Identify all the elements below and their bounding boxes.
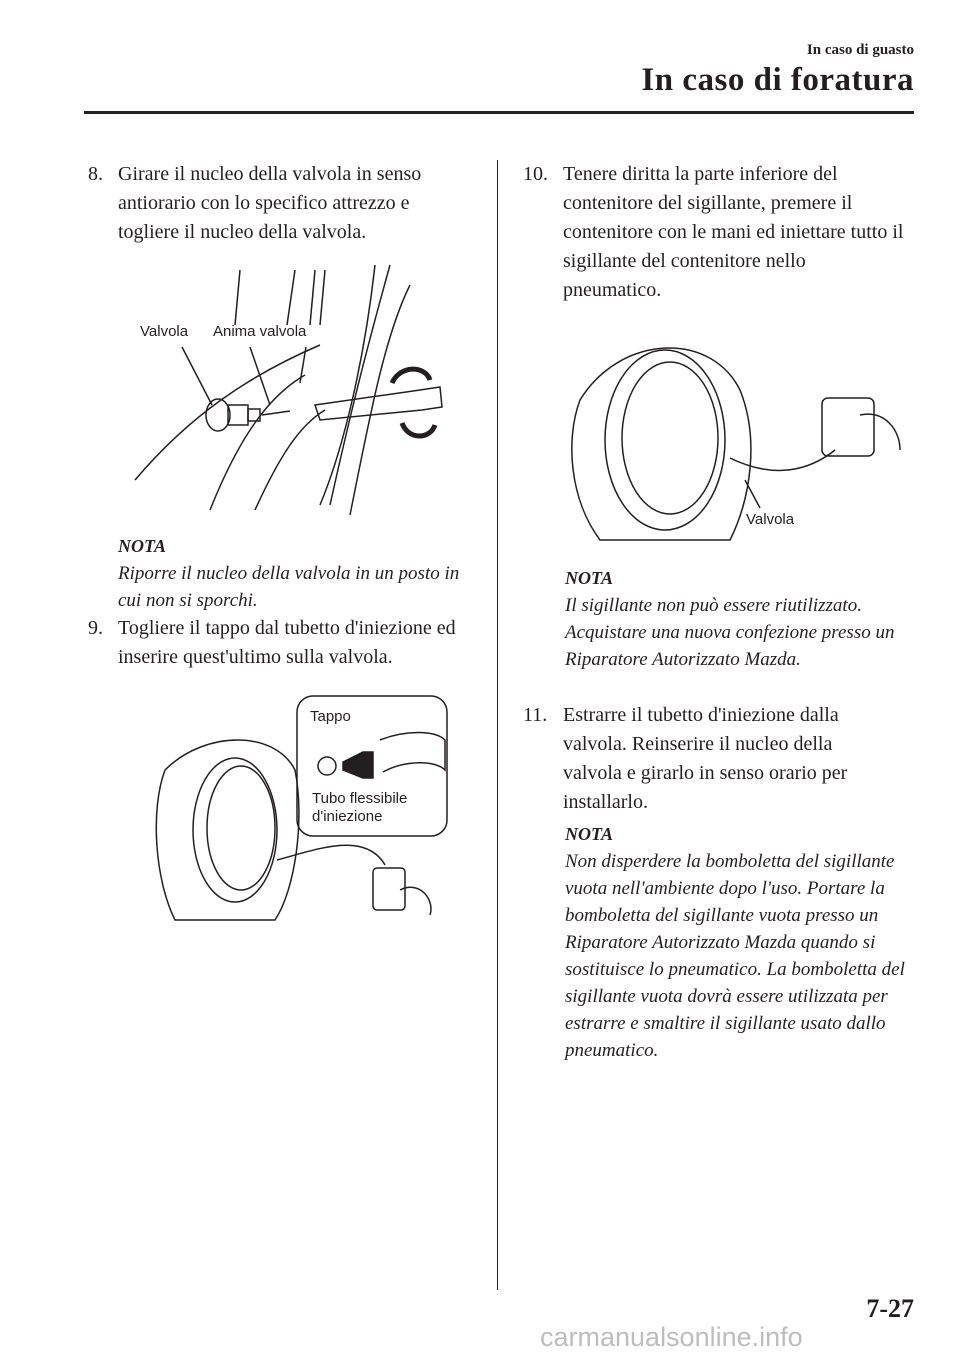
label-valve-core: Anima valvola bbox=[213, 323, 307, 340]
note-heading: NOTA bbox=[565, 568, 614, 588]
step-number: 8. bbox=[88, 163, 103, 185]
label-cap: Tappo bbox=[310, 708, 351, 725]
sealant-injection-illustration bbox=[560, 330, 910, 545]
step-10 bbox=[523, 160, 923, 310]
note-heading: NOTA bbox=[565, 824, 614, 844]
note-text: Non disperdere la bomboletta del sigillante vuota nell'ambiente dopo l'uso. Portare la bomboletta del sigillante vuota presso un Riparatore Autorizzato Mazda quando si sostituisce lo pneumatico. La bomboletta del sigillante vuota dovrà essere utilizzata per estrarre e smaltire il sigillante usato dallo pneumatico. bbox=[565, 851, 905, 1061]
step-text: Togliere il tappo dal tubetto d'iniezione ed inserire quest'ultimo sulla valvola. bbox=[118, 617, 456, 668]
watermark-link[interactable]: carmanualsonline.info bbox=[540, 1322, 803, 1352]
note-heading: NOTA bbox=[118, 536, 167, 556]
step-text: Estrarre il tubetto d'iniezione dalla valvola. Reinserire il nucleo della valvola e girarlo in senso orario per installarlo. bbox=[563, 704, 848, 813]
chapter-title: In caso di foratura bbox=[641, 62, 914, 98]
injection-hose-figure bbox=[145, 690, 460, 935]
step-11 bbox=[523, 701, 923, 821]
step-8 bbox=[88, 160, 478, 250]
injection-hose-illustration bbox=[145, 690, 460, 935]
step-text: Tenere diritta la parte inferiore del contenitore del sigillante, premere il contenitore con le mani ed iniettare tutto il sigillante del contenitore nello pneumatico. bbox=[563, 163, 904, 301]
page-number: 7-27 bbox=[866, 1294, 914, 1323]
valve-core-figure bbox=[130, 265, 470, 520]
label-valve: Valvola bbox=[140, 323, 189, 340]
note-text: Riporre il nucleo della valvola in un posto in cui non si sporchi. bbox=[118, 563, 460, 611]
step-number: 11. bbox=[523, 704, 548, 726]
step-9 bbox=[88, 614, 478, 674]
sealant-injection-figure bbox=[560, 330, 910, 545]
label-hose-line2: d'iniezione bbox=[312, 808, 383, 825]
section-title: In caso di guasto bbox=[806, 42, 914, 58]
label-valve: Valvola bbox=[746, 511, 795, 528]
step-number: 9. bbox=[88, 617, 103, 639]
note-text: Il sigillante non può essere riutilizzato. Acquistare una nuova confezione presso un Riparatore Autorizzato Mazda. bbox=[565, 595, 895, 670]
column-divider bbox=[497, 160, 498, 1290]
step-text: Girare il nucleo della valvola in senso antiorario con lo specifico attrezzo e togliere il nucleo della valvola. bbox=[118, 163, 422, 243]
valve-core-illustration bbox=[130, 265, 470, 520]
step-number: 10. bbox=[523, 163, 548, 185]
label-hose-line1: Tubo flessibile bbox=[312, 790, 408, 807]
header-rule bbox=[84, 111, 914, 114]
